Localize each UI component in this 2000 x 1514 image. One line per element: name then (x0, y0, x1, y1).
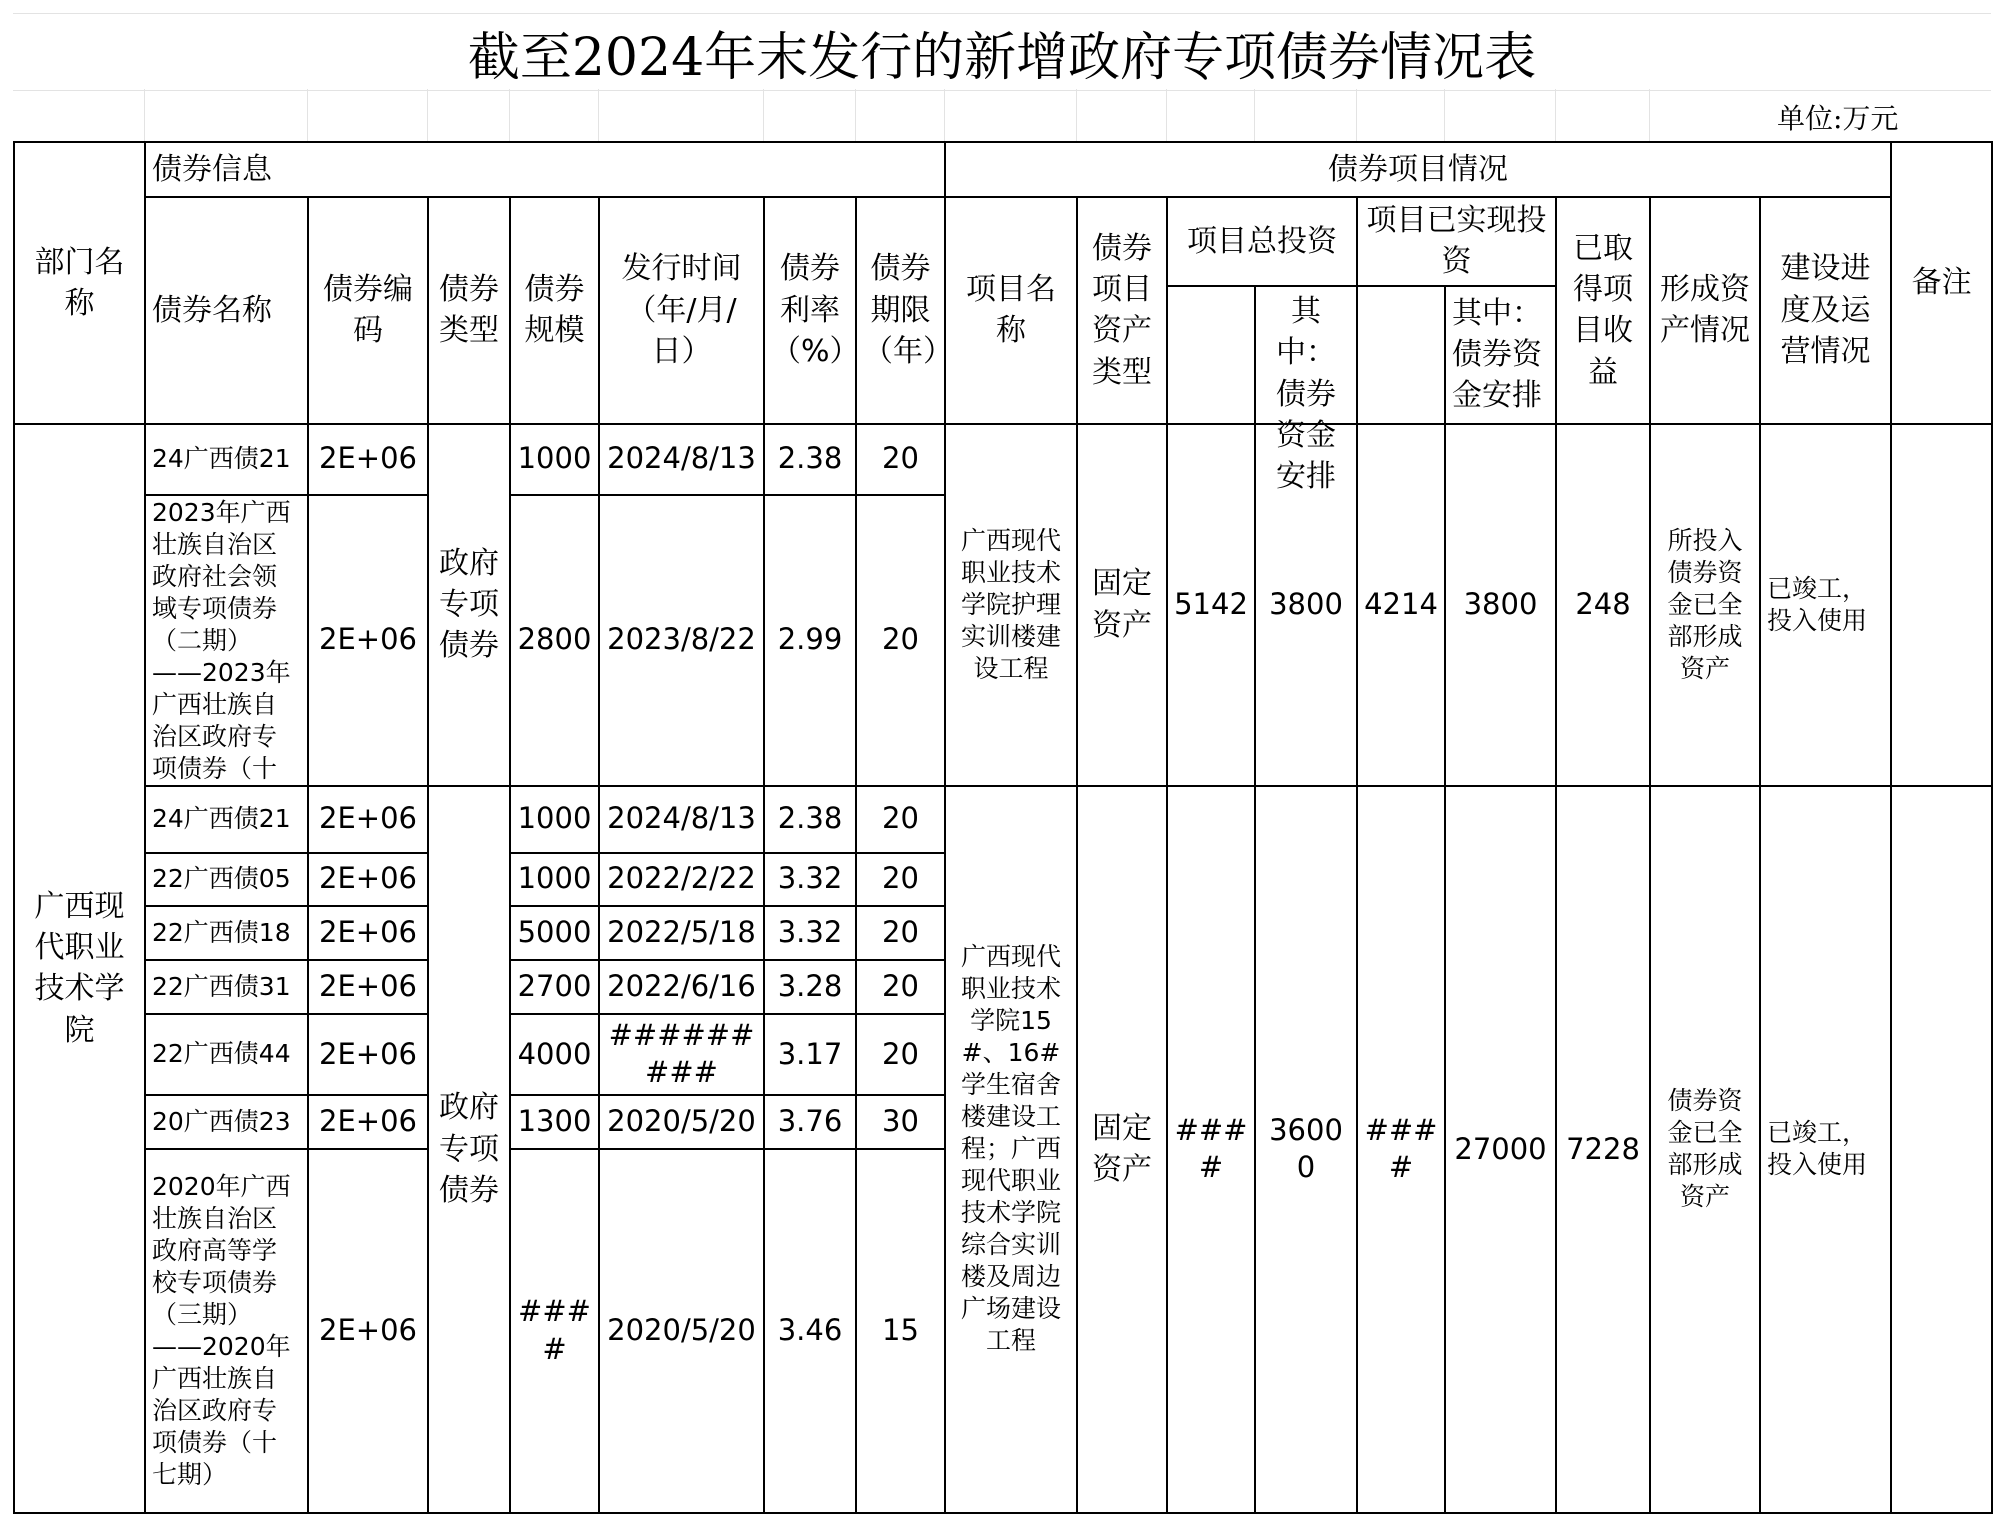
bond-name: 22广西债18 (145, 906, 308, 960)
bond-rate: 2.38 (764, 786, 856, 853)
gridline (509, 89, 510, 141)
header-row-2 (14, 197, 1992, 286)
total-invest-bond: 36000 (1255, 786, 1357, 1513)
header-income: 已取得项目收益 (1556, 197, 1650, 424)
header-asset-status: 形成资产情况 (1650, 197, 1760, 424)
header-project-info: 债券项目情况 (945, 142, 1891, 197)
table-row (14, 424, 1992, 495)
total-invest: 5142 (1167, 424, 1255, 786)
header-dept: 部门名称 (14, 142, 145, 424)
bond-rate: 3.17 (764, 1014, 856, 1095)
page-title: 截至2024年末发行的新增政府专项债券情况表 (13, 13, 1991, 91)
bond-term: 20 (856, 906, 945, 960)
project-name: 广西现代职业技术学院15#、16#学生宿舍楼建设工程；广西现代职业技术学院综合实训楼及周边广场建设工程 (945, 786, 1077, 1513)
asset-status: 债券资金已全部形成资产 (1650, 786, 1760, 1513)
bond-scale: 2700 (510, 960, 599, 1014)
realized-invest: 4214 (1357, 424, 1445, 786)
bond-scale: 2800 (510, 495, 599, 786)
bond-term: 20 (856, 786, 945, 853)
bond-scale: 1000 (510, 853, 599, 906)
bond-rate: 2.38 (764, 424, 856, 495)
bond-scale: 1000 (510, 424, 599, 495)
bond-scale: 1300 (510, 1095, 599, 1149)
total-invest-bond: 3800 (1255, 424, 1357, 786)
project-name: 广西现代职业技术学院护理实训楼建设工程 (945, 424, 1077, 786)
header-of-which-bond-funds: 其中：债券资金安排 (1445, 286, 1556, 424)
header-progress: 建设进度及运营情况 (1760, 197, 1891, 424)
gridline (1076, 89, 1077, 141)
issue-date: 2020/5/20 (599, 1095, 764, 1149)
header-bond-code: 债券编码 (308, 197, 428, 424)
unit-label: 单位:万元 (1777, 102, 1899, 135)
gridline (307, 89, 308, 141)
dept-name: 广西现代职业技术学院 (14, 424, 145, 1513)
header-bond-scale: 债券规模 (510, 197, 599, 424)
bond-term: 20 (856, 853, 945, 906)
bond-term: 20 (856, 424, 945, 495)
issue-date: 2020/5/20 (599, 1149, 764, 1513)
bond-scale: 1000 (510, 786, 599, 853)
bond-rate: 3.28 (764, 960, 856, 1014)
bond-rate: 3.76 (764, 1095, 856, 1149)
gridline (1444, 89, 1445, 141)
bond-term: 20 (856, 495, 945, 786)
issue-date: 2024/8/13 (599, 424, 764, 495)
gridline (1166, 89, 1167, 141)
bond-type: 政府专项债券 (428, 786, 510, 1513)
remark (1891, 424, 1992, 786)
bond-name: 24广西债21 (145, 786, 308, 853)
header-bond-name: 债券名称 (145, 197, 308, 424)
gridline (1649, 89, 1650, 141)
bond-scale: 4000 (510, 1014, 599, 1095)
bond-term: 15 (856, 1149, 945, 1513)
bond-rate: 3.32 (764, 906, 856, 960)
gridline (144, 89, 145, 141)
table-row (14, 786, 1992, 853)
header-issue-date: 发行时间（年/月/日） (599, 197, 764, 424)
issue-date: 2023/8/22 (599, 495, 764, 786)
header-rate: 债券利率（%） (764, 197, 856, 424)
issue-date: 2024/8/13 (599, 786, 764, 853)
bond-code: 2E+06 (308, 906, 428, 960)
header-remark: 备注 (1891, 142, 1992, 424)
bond-rate: 2.99 (764, 495, 856, 786)
header-of-which-bond: 其中：债券资金安排 (1276, 293, 1337, 495)
remark (1891, 786, 1992, 1513)
gridline (1356, 89, 1357, 141)
gridline (427, 89, 428, 141)
bond-code: 2E+06 (308, 853, 428, 906)
bond-code: 2E+06 (308, 495, 428, 786)
issue-date: 2022/6/16 (599, 960, 764, 1014)
bond-code: 2E+06 (308, 786, 428, 853)
bond-scale: 5000 (510, 906, 599, 960)
header-realized-invest-blank (1357, 286, 1445, 424)
header-bond-type: 债券类型 (428, 197, 510, 424)
bond-name: 2023年广西壮族自治区政府社会领域专项债券（二期）——2023年广西壮族自治区政府专项债券（十 (152, 498, 291, 784)
issue-date: 2022/5/18 (599, 906, 764, 960)
header-asset-type: 债券项目资产类型 (1077, 197, 1167, 424)
realized-invest-bond: 27000 (1445, 786, 1556, 1513)
header-realized-invest: 项目已实现投资 (1357, 197, 1556, 286)
bond-code: 2E+06 (308, 960, 428, 1014)
bond-table (13, 141, 1993, 1514)
header-term: 债券期限（年） (856, 197, 945, 424)
header-project-name: 项目名称 (945, 197, 1077, 424)
bond-rate: 3.32 (764, 853, 856, 906)
gridline (944, 89, 945, 141)
bond-code: 2E+06 (308, 424, 428, 495)
unit-row (13, 89, 1991, 141)
gridline (598, 89, 599, 141)
asset-type: 固定资产 (1077, 424, 1167, 786)
bond-name: 22广西债31 (145, 960, 308, 1014)
project-income: 248 (1556, 424, 1650, 786)
gridline (763, 89, 764, 141)
bond-term: 20 (856, 1014, 945, 1095)
bond-name: 24广西债21 (145, 424, 308, 495)
bond-code: 2E+06 (308, 1095, 428, 1149)
gridline (1555, 89, 1556, 141)
total-invest: #### (1167, 786, 1255, 1513)
header-total-invest-blank (1167, 286, 1255, 424)
progress-status: 已竣工，投入使用 (1760, 424, 1891, 786)
bond-name: 22广西债44 (145, 1014, 308, 1095)
bond-type: 政府专项债券 (428, 424, 510, 786)
bond-code: 2E+06 (308, 1149, 428, 1513)
bond-scale: #### (510, 1149, 599, 1513)
asset-status: 所投入债券资金已全部形成资产 (1650, 424, 1760, 786)
header-total-invest: 项目总投资 (1167, 197, 1357, 286)
project-income: 7228 (1556, 786, 1650, 1513)
bond-name: 22广西债05 (145, 853, 308, 906)
realized-invest-bond: 3800 (1445, 424, 1556, 786)
issue-date: ######### (599, 1014, 764, 1095)
issue-date: 2022/2/22 (599, 853, 764, 906)
progress-status: 已竣工，投入使用 (1760, 786, 1891, 1513)
bond-term: 20 (856, 960, 945, 1014)
bond-name: 20广西债23 (145, 1095, 308, 1149)
bond-code: 2E+06 (308, 1014, 428, 1095)
asset-type: 固定资产 (1077, 786, 1167, 1513)
bond-rate: 3.46 (764, 1149, 856, 1513)
realized-invest: #### (1357, 786, 1445, 1513)
gridline (1254, 89, 1255, 141)
bond-name: 2020年广西壮族自治区政府高等学校专项债券（三期）——2020年广西壮族自治区政府专项债券（十七期） (145, 1149, 308, 1513)
header-row-1 (14, 142, 1992, 197)
bond-term: 30 (856, 1095, 945, 1149)
gridline (855, 89, 856, 141)
header-bond-info: 债券信息 (145, 142, 945, 197)
